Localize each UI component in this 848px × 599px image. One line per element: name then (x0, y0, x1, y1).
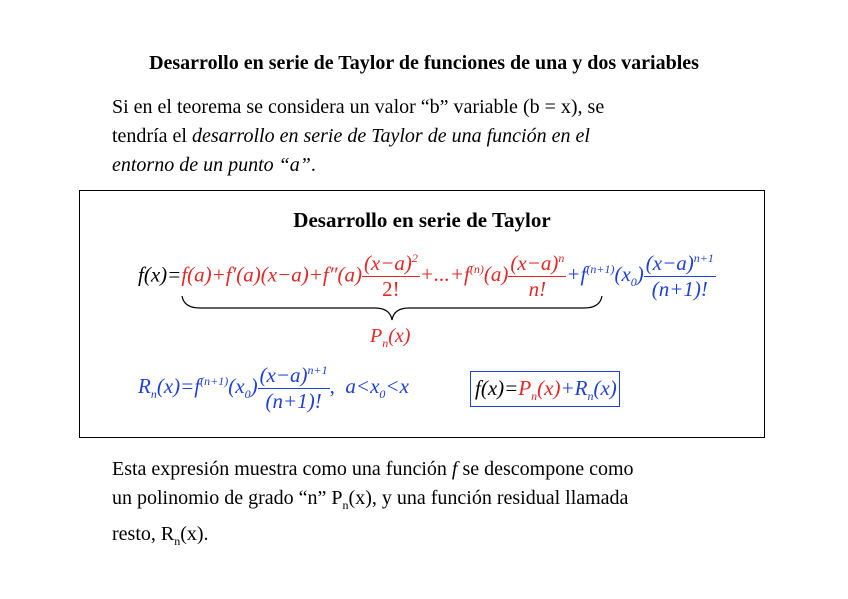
outro-line2: un polinomio de grado “n” P (112, 487, 343, 509)
intro-paragraph (112, 93, 752, 180)
underbrace-icon (180, 294, 605, 324)
pn-label: $P_n(x)$ (370, 325, 411, 350)
intro-line3-end: . (310, 154, 316, 176)
series-ellipsis: $+...+f^{(n)}(a)$ (419, 262, 509, 287)
series-frac-n1: $\frac{(x-a)^{n+1}}{(n+1)!}$ (645, 251, 714, 301)
outro-line1-b: se descompone como (457, 458, 634, 480)
taylor-box (79, 190, 765, 438)
series-frac-2: $\frac{(x-a)^2}{2!}$ (363, 251, 418, 301)
remainder-frac: $\frac{(x-a)^{n+1}}{(n+1)!}$ (259, 363, 328, 413)
series-term-0: f(a)+f′(a)(x−a)+f″(a) (181, 262, 362, 287)
outro-paragraph (112, 455, 772, 556)
outro-line2-b: (x), y una función residual llamada (348, 487, 629, 509)
taylor-formula (80, 191, 766, 439)
page-title: Desarrollo en serie de Taylor de funciones de una y dos variables (149, 52, 699, 74)
intro-line3-italic: entorno de un punto “a” (112, 154, 311, 176)
intro-line1: Si en el teorema se considera un valor “b” variable (b = x), se (112, 96, 605, 118)
series-remainder: $+f^{(n+1)}(x_0)$ (566, 262, 644, 290)
result-formula: $f(x)=P_n(x)+R_n(x)$ (475, 376, 617, 404)
outro-line3: resto, R (112, 523, 175, 545)
outro-line3-sub: n (174, 534, 181, 548)
outro-line2-sub: n (342, 498, 349, 512)
outro-line3-b: (x). (180, 523, 209, 545)
box-title: Desarrollo en serie de Taylor (293, 208, 551, 232)
formula-lhs: f(x)= (138, 262, 182, 287)
outro-line1-f: f (451, 458, 458, 480)
series-frac-n: $\frac{(x-a)^n}{n!}$ (510, 251, 565, 301)
remainder-condition: , $a<x_0<x$ (329, 374, 409, 402)
intro-line2-italic: desarrollo en serie de Taylor de una función en el (191, 125, 590, 147)
outro-line1-a: Esta expresión muestra como una función (112, 458, 452, 480)
remainder-line (138, 363, 409, 414)
remainder-expr: $R_n(x)=f^{(n+1)}(x_0)$ (138, 374, 258, 402)
intro-line2-plain: tendría el (112, 125, 192, 147)
